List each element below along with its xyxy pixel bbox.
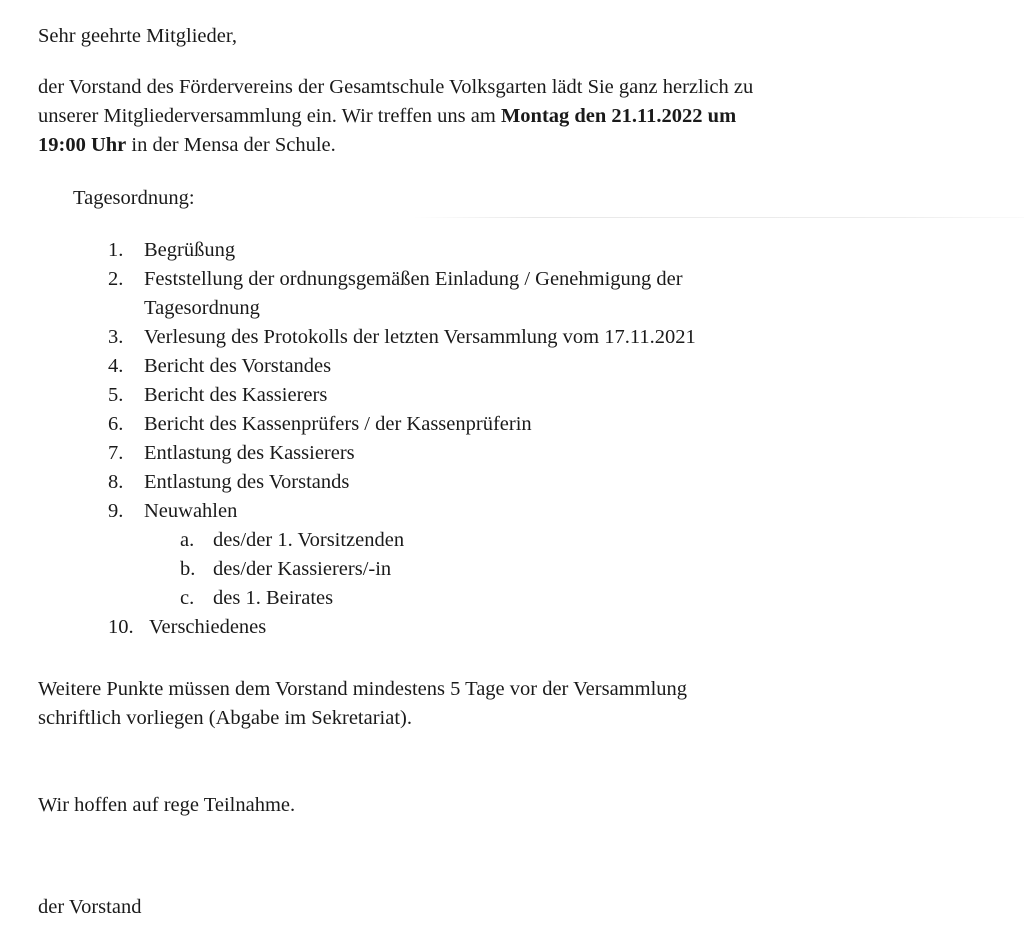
agenda-sub-list xyxy=(144,526,844,613)
agenda-item-text: Verschiedenes xyxy=(149,616,267,638)
agenda-item-text: Bericht des Kassenprüfers / der Kassenprüferin xyxy=(144,413,532,435)
agenda-item-number: 9. xyxy=(108,500,124,522)
agenda-sub-item-text: des 1. Beirates xyxy=(213,587,334,609)
agenda-item-number: 1. xyxy=(108,239,124,261)
agenda-item xyxy=(0,352,844,381)
intro-line-2: unserer Mitgliederversammlung ein. Wir treffen uns am xyxy=(38,105,501,127)
meeting-location: in der Mensa der Schule. xyxy=(126,134,336,156)
agenda-sub-item-letter: a. xyxy=(180,529,195,551)
agenda-sub-item-text: des/der 1. Vorsitzenden xyxy=(213,529,405,551)
agenda-item-text: Bericht des Vorstandes xyxy=(144,355,332,377)
agenda-item-text: Begrüßung xyxy=(144,239,236,261)
agenda-item-number: 7. xyxy=(108,442,124,464)
agenda-item-number: 8. xyxy=(108,471,124,493)
scan-artifact-line xyxy=(412,217,1024,218)
meeting-date: Montag den 21.11.2022 um xyxy=(500,105,737,127)
agenda-sub-item-letter: c. xyxy=(180,587,195,609)
agenda-item xyxy=(0,323,844,352)
agenda-item-number: 5. xyxy=(108,384,124,406)
closing-remark: Wir hoffen auf rege Teilnahme. xyxy=(38,794,296,816)
agenda-sub-item xyxy=(180,584,844,613)
agenda-item xyxy=(0,468,844,497)
agenda-item xyxy=(0,381,844,410)
intro-line-1: der Vorstand des Fördervereins der Gesamtschule Volksgarten lädt Sie ganz herzlich zu xyxy=(38,76,754,98)
meeting-time: 19:00 Uhr xyxy=(38,134,127,156)
agenda-item-number: 10. xyxy=(108,616,134,638)
agenda-item-text: Entlastung des Kassierers xyxy=(144,442,355,464)
agenda-item-text: Entlastung des Vorstands xyxy=(144,471,350,493)
agenda-item xyxy=(0,439,844,468)
agenda-item-number: 3. xyxy=(108,326,124,348)
further-items-line-2: schriftlich vorliegen (Abgabe im Sekretariat). xyxy=(38,707,412,729)
agenda-title: Tagesordnung: xyxy=(73,187,195,209)
agenda-item-text: Feststellung der ordnungsgemäßen Einladung / Genehmigung der xyxy=(144,268,683,290)
further-items-note xyxy=(38,675,898,733)
agenda-item-text: Neuwahlen xyxy=(144,500,238,522)
agenda-item-text: Verlesung des Protokolls der letzten Versammlung vom 17.11.2021 xyxy=(144,326,696,348)
agenda-item xyxy=(0,613,849,642)
agenda-item-number: 2. xyxy=(108,268,124,290)
agenda-item-number: 6. xyxy=(108,413,124,435)
agenda-item-text-continued: Tagesordnung xyxy=(144,297,260,319)
intro-paragraph xyxy=(38,73,938,160)
further-items-line-1: Weitere Punkte müssen dem Vorstand mindestens 5 Tage vor der Versammlung xyxy=(38,678,688,700)
agenda-item xyxy=(0,410,844,439)
agenda-sub-item xyxy=(180,555,844,584)
agenda-item xyxy=(0,236,844,265)
agenda-item xyxy=(0,497,844,613)
greeting: Sehr geehrte Mitglieder, xyxy=(38,25,237,47)
agenda-sub-item-text: des/der Kassierers/-in xyxy=(213,558,392,580)
signature: der Vorstand xyxy=(38,896,142,918)
agenda-item xyxy=(0,265,844,323)
agenda-sub-item xyxy=(180,526,844,555)
agenda-item-number: 4. xyxy=(108,355,124,377)
agenda-list xyxy=(0,236,849,642)
agenda-item-text: Bericht des Kassierers xyxy=(144,384,328,406)
agenda-sub-item-letter: b. xyxy=(180,558,196,580)
